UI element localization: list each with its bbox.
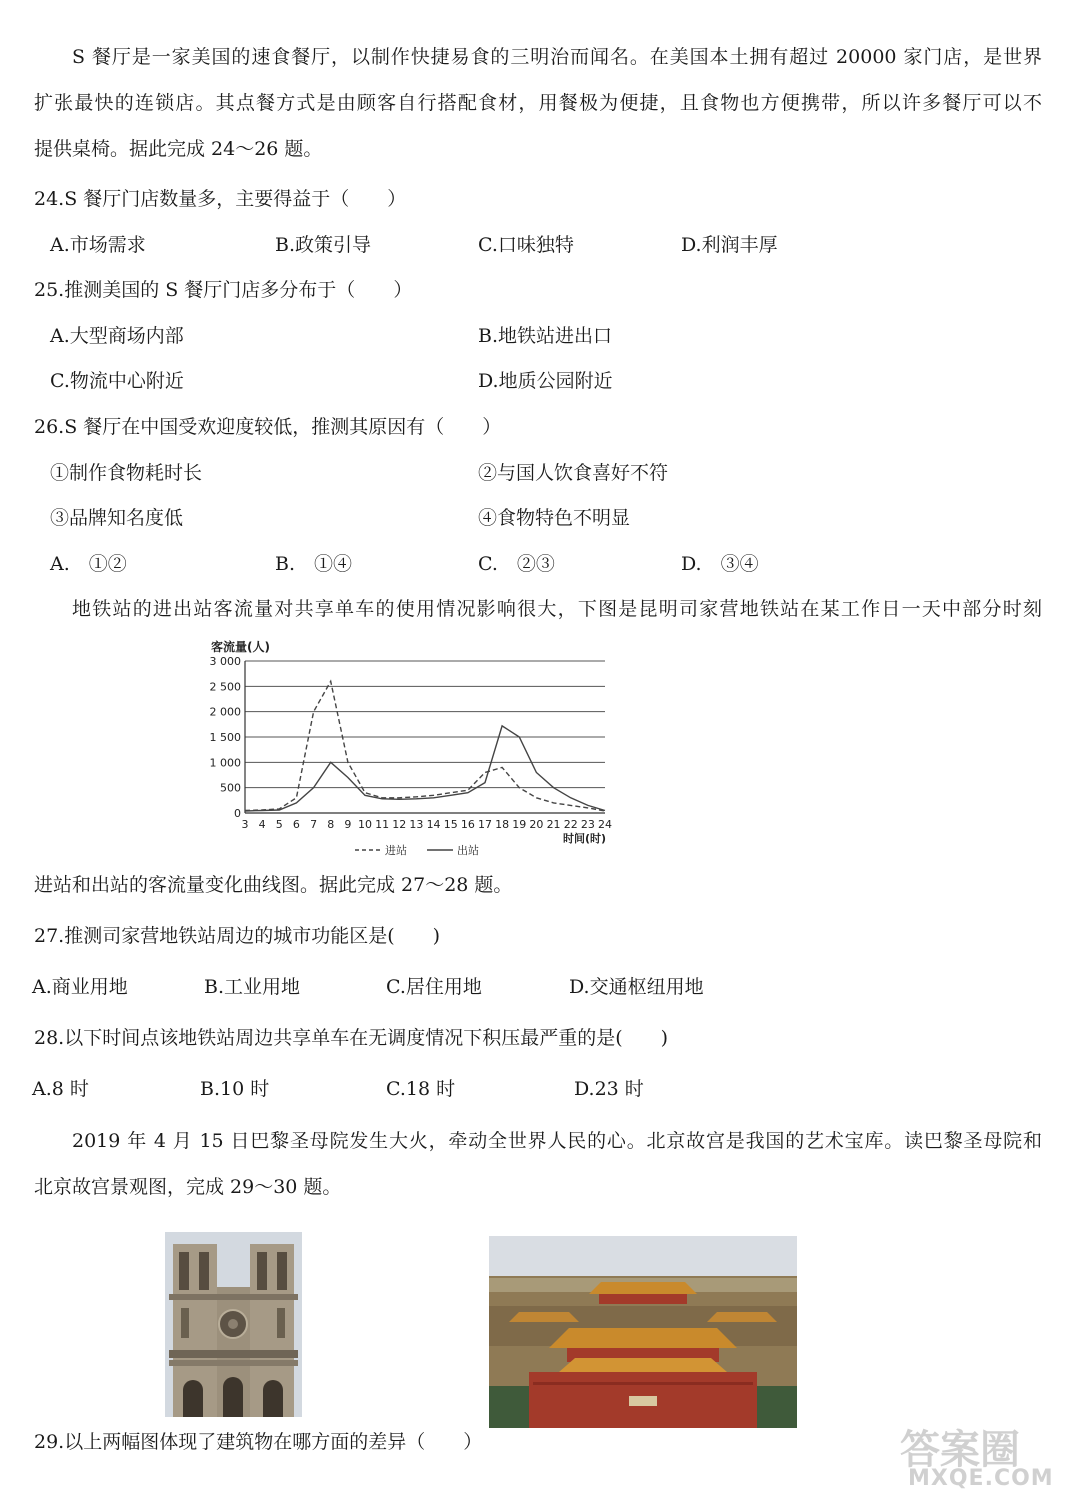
q24-option-a[interactable]: A.市场需求 bbox=[50, 234, 146, 256]
chart-y-tick-label: 0 bbox=[234, 807, 241, 820]
q26-option-a[interactable]: A. ①② bbox=[50, 553, 127, 575]
q25-option-c[interactable]: C.物流中心附近 bbox=[50, 370, 184, 392]
chart-x-tick-label: 21 bbox=[546, 818, 561, 831]
q26-statement-2: ②与国人饮食喜好不符 bbox=[478, 462, 669, 484]
chart-y-tick-label: 500 bbox=[220, 781, 241, 795]
forbidden-city-photo bbox=[489, 1236, 797, 1428]
chart-x-ticks bbox=[242, 818, 613, 831]
chart-y-tick-label: 1 000 bbox=[209, 756, 241, 770]
chart-y-axis-label: 客流量(人) bbox=[211, 640, 270, 654]
chart-x-tick-label: 18 bbox=[495, 818, 510, 831]
chart-legend-label-1: 进站 bbox=[385, 844, 407, 857]
q28-option-a[interactable]: A.8 时 bbox=[32, 1078, 89, 1100]
intro1-line3: 提供桌椅。据此完成 24～26 题。 bbox=[34, 138, 323, 160]
watermark-url: MXQE.COM bbox=[908, 1466, 1054, 1491]
q24-stem: 24.S 餐厅门店数量多，主要得益于（ ） bbox=[34, 188, 407, 210]
q27-option-c[interactable]: C.居住用地 bbox=[386, 976, 482, 998]
q27-option-a[interactable]: A.商业用地 bbox=[32, 976, 128, 998]
q25-option-d[interactable]: D.地质公园附近 bbox=[478, 370, 613, 392]
intro2-line2: 进站和出站的客流量变化曲线图。据此完成 27～28 题。 bbox=[34, 874, 513, 896]
q25-option-a[interactable]: A.大型商场内部 bbox=[50, 325, 184, 347]
q26-option-b[interactable]: B. ①④ bbox=[275, 553, 353, 575]
q28-option-c[interactable]: C.18 时 bbox=[386, 1078, 456, 1100]
chart-x-tick-label: 12 bbox=[392, 818, 407, 831]
q26-statement-1: ①制作食物耗时长 bbox=[50, 462, 203, 484]
q24-option-d[interactable]: D.利润丰厚 bbox=[681, 234, 778, 256]
q26-statement-3: ③品牌知名度低 bbox=[50, 507, 184, 529]
intro1-line1: S 餐厅是一家美国的速食餐厅，以制作快捷易食的三明治而闻名。在美国本土拥有超过 20000 家门店，是世界 bbox=[72, 46, 1042, 68]
intro1-line2: 扩张最快的连锁店。其点餐方式是由顾客自行搭配食材，用餐极为便捷，且食物也方便携带，所以许多餐厅可以不 bbox=[34, 92, 1042, 114]
forbidden-city-illustration bbox=[489, 1236, 797, 1428]
chart-x-tick-label: 16 bbox=[460, 818, 475, 831]
q29-stem: 29.以上两幅图体现了建筑物在哪方面的差异（ ） bbox=[34, 1431, 483, 1453]
q24-option-b[interactable]: B.政策引导 bbox=[275, 234, 372, 256]
intro3-line2: 北京故宫景观图，完成 29～30 题。 bbox=[34, 1176, 342, 1198]
q26-statement-4: ④食物特色不明显 bbox=[478, 507, 631, 529]
q25-option-b[interactable]: B.地铁站进出口 bbox=[478, 325, 613, 347]
q26-option-c[interactable]: C. ②③ bbox=[478, 553, 555, 575]
chart-x-tick-label: 10 bbox=[358, 818, 372, 831]
q26-option-d[interactable]: D. ③④ bbox=[681, 553, 759, 575]
q24-option-c[interactable]: C.口味独特 bbox=[478, 234, 574, 256]
chart-x-tick-label: 7 bbox=[310, 818, 318, 831]
chart-x-tick-label: 15 bbox=[443, 818, 458, 831]
chart-x-tick-label: 6 bbox=[292, 818, 300, 831]
chart-y-ticks bbox=[210, 655, 242, 820]
chart-series bbox=[245, 681, 605, 811]
q27-option-d[interactable]: D.交通枢纽用地 bbox=[569, 976, 704, 998]
chart-y-tick-label: 2 000 bbox=[209, 705, 241, 719]
chart-x-tick-label: 5 bbox=[275, 818, 283, 831]
chart-x-tick-label: 17 bbox=[478, 818, 492, 831]
intro2-line1: 地铁站的进出站客流量对共享单车的使用情况影响很大，下图是昆明司家营地铁站在某工作日一天中部分时刻 bbox=[72, 598, 1042, 620]
q27-stem: 27.推测司家营地铁站周边的城市功能区是( ) bbox=[34, 925, 441, 947]
chart-legend-label-2: 出站 bbox=[457, 844, 479, 857]
chart-series-line-1 bbox=[245, 681, 605, 811]
chart-x-tick-label: 4 bbox=[258, 818, 266, 831]
chart-x-tick-label: 20 bbox=[529, 818, 544, 831]
q27-option-b[interactable]: B.工业用地 bbox=[204, 976, 301, 998]
chart-x-tick-label: 11 bbox=[375, 818, 390, 831]
q26-stem: 26.S 餐厅在中国受欢迎度较低，推测其原因有（ ） bbox=[34, 416, 502, 438]
chart-x-tick-label: 24 bbox=[598, 818, 612, 831]
chart-y-tick-label: 3 000 bbox=[209, 655, 241, 668]
chart-y-tick-label: 1 500 bbox=[209, 731, 241, 744]
chart-x-tick-label: 8 bbox=[327, 818, 335, 831]
chart-x-tick-label: 14 bbox=[426, 818, 441, 831]
chart-x-axis-label: 时间(时) bbox=[563, 832, 607, 845]
chart-x-tick-label: 3 bbox=[241, 818, 249, 831]
notre-dame-photo bbox=[165, 1232, 302, 1417]
chart-grid bbox=[245, 661, 605, 813]
notre-dame-illustration bbox=[165, 1232, 302, 1417]
chart-legend bbox=[355, 843, 479, 857]
q28-option-b[interactable]: B.10 时 bbox=[200, 1078, 270, 1100]
passenger-flow-chart bbox=[205, 636, 625, 858]
q25-stem: 25.推测美国的 S 餐厅门店多分布于（ ） bbox=[34, 279, 413, 301]
chart-x-tick-label: 13 bbox=[409, 818, 424, 831]
chart-x-tick-label: 23 bbox=[580, 818, 595, 831]
watermark-logo: 答案圈 bbox=[900, 1427, 1020, 1473]
chart-x-tick-label: 19 bbox=[512, 818, 527, 831]
chart-y-tick-label: 2 500 bbox=[209, 680, 241, 694]
chart-x-tick-label: 9 bbox=[344, 818, 352, 831]
chart-x-tick-label: 22 bbox=[563, 818, 578, 831]
chart-series-line-2 bbox=[245, 726, 605, 811]
intro3-line1: 2019 年 4 月 15 日巴黎圣母院发生大火，牵动全世界人民的心。北京故宫是我国的艺术宝库。读巴黎圣母院和 bbox=[72, 1130, 1042, 1152]
q28-stem: 28.以下时间点该地铁站周边共享单车在无调度情况下积压最严重的是( ) bbox=[34, 1027, 669, 1049]
q28-option-d[interactable]: D.23 时 bbox=[574, 1078, 644, 1100]
